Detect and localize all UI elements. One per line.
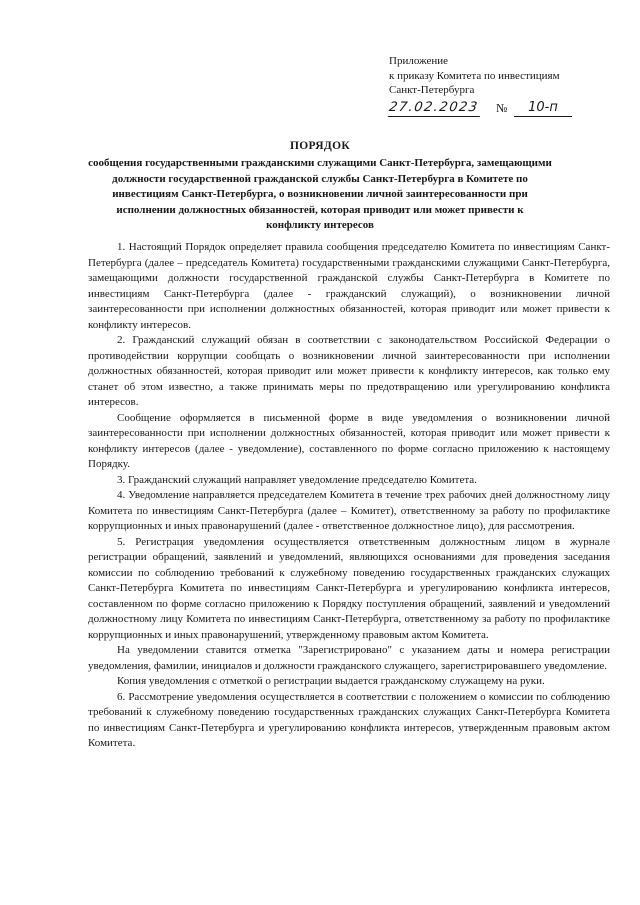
paragraph-2-notice-form: Сообщение оформляется в письменной форме в виде уведомления о возникновении личной заинтересованности при исполнении должностных обязанностей, которая приводит или может привести к конфликту интересов (далее - уведомление), составленного по форме согласно приложению к настоящему Порядку. xyxy=(88,411,610,470)
order-date-number-line xyxy=(389,99,619,117)
paragraph-2: 2. Гражданский служащий обязан в соответствии с законодательством Российской Федерации о противодействии коррупции сообщать о возникновении личной заинтересованности при исполнении должностных обязанностей, которая приводит или может привести к конфликту интересов, как только ему станет об этом известно, а также принимать меры по предотвращению или урегулированию конфликта интересов. xyxy=(88,334,610,408)
document-title: ПОРЯДОК xyxy=(290,140,350,152)
paragraph-5-registration-mark: На уведомлении ставится отметка "Зарегистрировано" с указанием даты и номера регистрации уведомления, фамилии, инициалов и должности гражданского служащего, зарегистрировавшего уведомление. xyxy=(88,644,610,672)
paragraph-5-copy: Копия уведомления с отметкой о регистрации выдается гражданскому служащему на руки. xyxy=(117,675,545,687)
paragraph-5: 5. Регистрация уведомления осуществляется ответственным должностным лицом в журнале регистрации обращений, заявлений и уведомлений, являющихся основаниями для проведения заседания комиссии по соблюдению требований к служебному поведению государственных гражданских служащих Санкт-Петербурга Комитета по инвестициям Санкт-Петербурга и урегулированию конфликта интересов, составленном по форме согласно приложению к Порядку поступления обращений, заявлений и уведомлений должностному лицу Комитета по инвестициям Санкт-Петербурга, ответственному за работу по профилактике коррупционных и иных правонарушений, утвержденному правовым актом Комитета. xyxy=(88,535,610,641)
appendix-block xyxy=(389,54,619,117)
appendix-order-reference: к приказу Комитета по инвестициям xyxy=(389,69,560,82)
paragraph-1: 1. Настоящий Порядок определяет правила сообщения председателю Комитета по инвестициям Санкт-Петербурга (далее – председатель Комитета) государственными гражданскими служащими Санкт-Петербурга, замещающими должности государственной гражданской службы Санкт-Петербурга в Комитете по инвестициям Санкт-Петербурга (далее - гражданский служащий), о возникновении личной заинтересованности при исполнении должностных обязанностей, которая приводит или может привести к конфликту интересов. xyxy=(88,241,610,331)
order-date: 27.02.2023 xyxy=(388,99,483,117)
document-body xyxy=(88,240,610,752)
appendix-city: Санкт-Петербурга xyxy=(389,84,475,96)
paragraph-3: 3. Гражданский служащий направляет уведомление председателю Комитета. xyxy=(117,473,477,486)
paragraph-6: 6. Рассмотрение уведомления осуществляется в соответствии с положением о комиссии по соблюдению требований к служебному поведению государственных гражданских служащих Санкт-Петербурга Комитета по инвестициям Санкт-Петербурга и урегулированию конфликта интересов, утвержденным правовым актом Комитета. xyxy=(88,690,610,749)
order-number-label: № xyxy=(496,100,508,115)
appendix-label: Приложение xyxy=(389,55,449,67)
paragraph-4: 4. Уведомление направляется председателем Комитета в течение трех рабочих дней должностному лицу Комитета по инвестициям Санкт-Петербурга (далее – Комитет), ответственному за работу по профилактике коррупционных и иных правонарушений (далее - ответственное должностное лицо), для рассмотрения. xyxy=(88,489,610,532)
document-heading xyxy=(88,139,552,234)
order-number: 10-п xyxy=(514,99,572,117)
document-subtitle: сообщения государственными гражданскими служащими Санкт-Петербурга, замещающими должности государственной гражданской службы Санкт-Петербурга в Комитете по инвестициям Санкт-Петербурга, о возникновении личной заинтересованности при исполнении должностных обязанностей, которая приводит или может привести к конфликту интересов xyxy=(88,157,552,231)
